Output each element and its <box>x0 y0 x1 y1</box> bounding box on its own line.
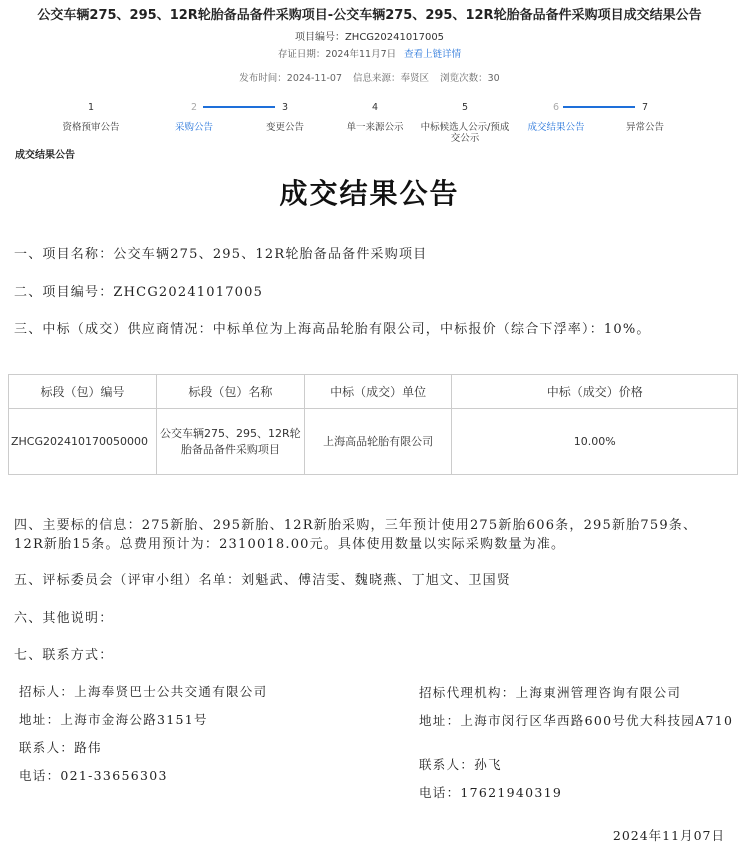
buyer-address: 地址：上海市金海公路3151号 <box>19 712 208 727</box>
step-single-source[interactable] <box>330 101 420 133</box>
buyer-contact-person: 联系人：路伟 <box>19 740 102 755</box>
col-header-name: 标段（包）名称 <box>156 375 304 409</box>
section-label: 成交结果公告 <box>15 150 75 161</box>
committee-item: 五、评标委员会（评审小组）名单：刘魁武、傅洁雯、魏晓燕、丁旭文、卫国贤 <box>14 573 512 588</box>
col-header-code: 标段（包）编号 <box>9 375 157 409</box>
result-table <box>8 374 738 475</box>
publish-time: 发布时间：2024-11-07 <box>239 73 343 84</box>
agent-address: 地址：上海市闵行区华西路600号优大科技园A710 <box>419 713 734 728</box>
save-date: 存证日期：2024年11月7日 <box>277 49 397 60</box>
agent-phone: 电话：17621940319 <box>419 785 563 800</box>
page-title: 公交车辆275、295、12R轮胎备品备件采购项目-公交车辆275、295、12R轮胎备品备件采购项目成交结果公告 <box>37 8 702 23</box>
step-label: 成交结果公告 <box>527 122 585 133</box>
step-number: 4 <box>371 102 379 113</box>
cell-price: 10.00% <box>452 409 738 475</box>
col-header-price: 中标（成交）价格 <box>452 375 738 409</box>
step-number: 3 <box>281 102 289 113</box>
buyer-phone: 电话：021-33656303 <box>19 768 168 783</box>
cell-unit: 上海高品轮胎有限公司 <box>304 409 452 475</box>
project-name-item: 一、项目名称：公交车辆275、295、12R轮胎备品备件采购项目 <box>14 247 428 262</box>
step-label: 资格预审公告 <box>62 122 120 133</box>
step-change[interactable] <box>240 101 330 133</box>
other-notes-item: 六、其他说明： <box>14 611 114 626</box>
step-number: 2 <box>190 102 198 113</box>
notice-date: 2024年11月07日 <box>612 828 725 843</box>
step-label: 采购公告 <box>174 122 213 133</box>
step-number: 7 <box>641 102 649 113</box>
step-label: 异常公告 <box>625 122 664 133</box>
step-number: 1 <box>87 102 95 113</box>
view-count: 浏览次数：30 <box>440 73 500 84</box>
info-row <box>0 70 739 84</box>
chain-detail-link[interactable]: 查看上链详情 <box>404 49 462 60</box>
agent-name: 招标代理机构：上海東洲管理咨询有限公司 <box>419 685 682 700</box>
step-label: 中标候选人公示/预成交公示 <box>420 122 510 144</box>
step-procurement[interactable] <box>149 101 239 133</box>
table-header-row <box>9 375 738 409</box>
project-number-item: 二、项目编号：ZHCG20241017005 <box>14 285 264 300</box>
main-items-info: 四、主要标的信息：275新胎、295新胎、12R新胎采购，三年预计使用275新胎606条，295新胎759条、12R新胎15条。总费用预计为：2310018.00元。具体使用数量以实际采购数量为准。 <box>14 518 698 552</box>
cell-name: 公交车辆275、295、12R轮胎备品备件采购项目 <box>156 409 304 475</box>
notice-title: 成交结果公告 <box>279 177 460 210</box>
step-result[interactable] <box>511 101 601 133</box>
project-number: 项目编号：ZHCG20241017005 <box>294 32 445 43</box>
table-row <box>9 409 738 475</box>
step-prequalification[interactable] <box>46 101 136 133</box>
step-label: 变更公告 <box>265 122 304 133</box>
step-label: 单一来源公示 <box>346 122 404 133</box>
info-source: 信息来源：奉贤区 <box>353 73 430 84</box>
step-candidate[interactable] <box>420 101 510 144</box>
step-number: 6 <box>552 102 560 113</box>
save-date-row <box>0 46 739 60</box>
supplier-item: 三、中标（成交）供应商情况：中标单位为上海高品轮胎有限公司，中标报价（综合下浮率）：10%。 <box>14 322 651 337</box>
buyer-name: 招标人：上海奉贤巴士公共交通有限公司 <box>19 684 268 699</box>
agent-contact-person: 联系人：孙飞 <box>419 757 502 772</box>
contact-heading: 七、联系方式： <box>14 648 114 663</box>
step-number: 5 <box>461 102 469 113</box>
cell-code: ZHCG202410170050000 <box>9 409 157 475</box>
step-abnormal[interactable] <box>600 101 690 133</box>
col-header-unit: 中标（成交）单位 <box>304 375 452 409</box>
